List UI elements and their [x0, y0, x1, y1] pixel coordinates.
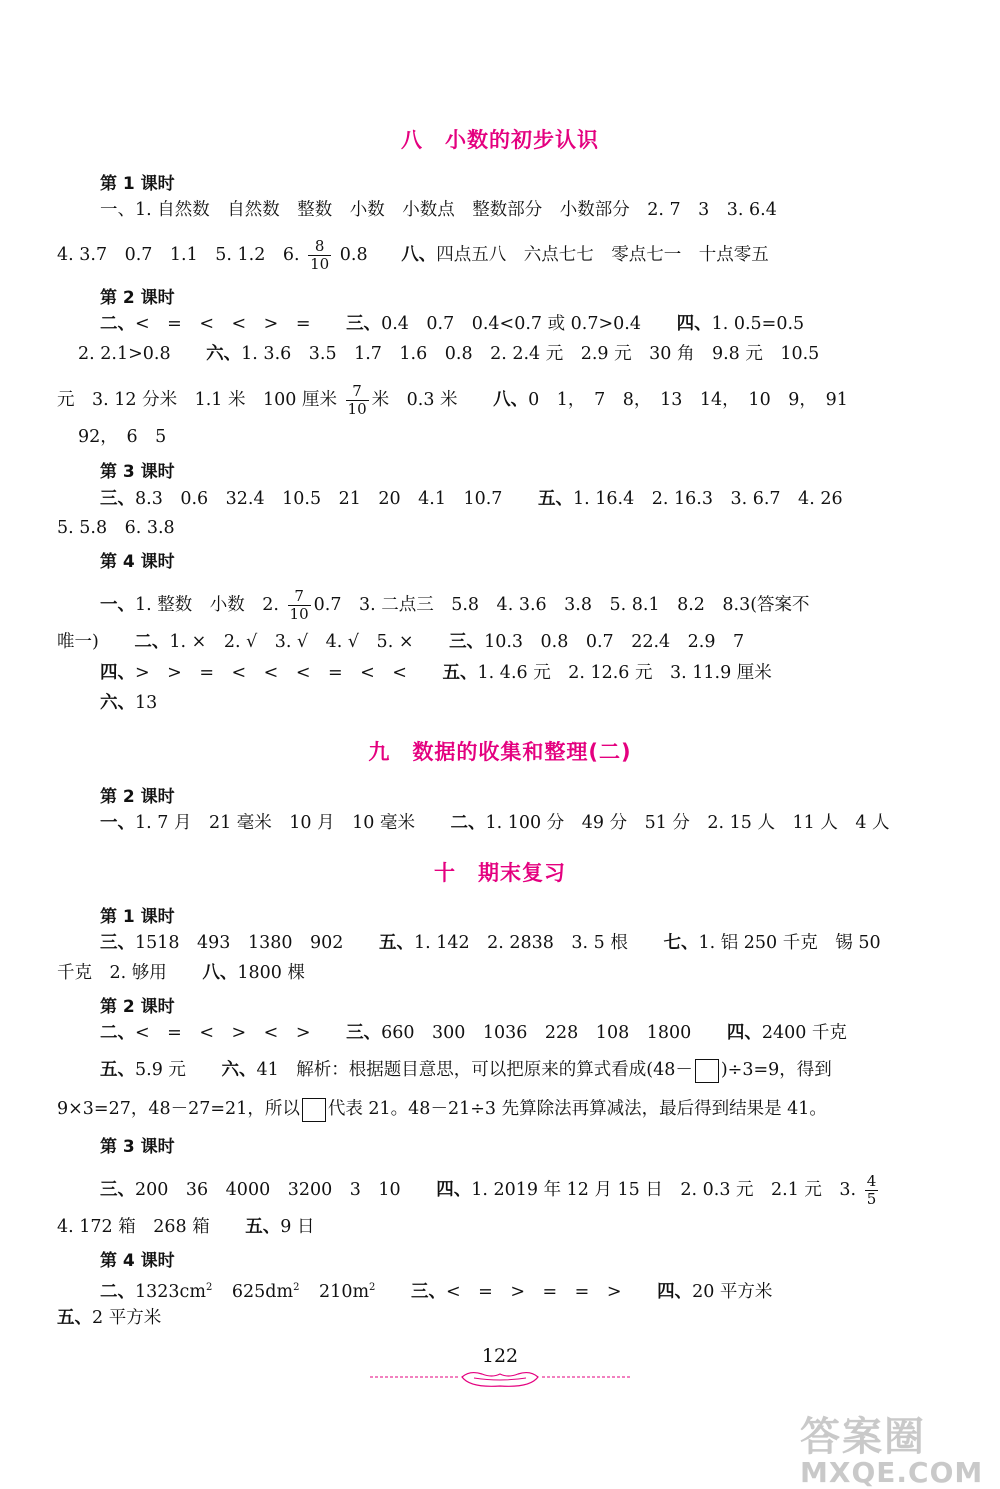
- answer-text: 四点五八 六点七七 零点七一 十点零五: [436, 245, 769, 265]
- question-number: 二、: [134, 632, 170, 652]
- question-number: 三、: [100, 933, 135, 953]
- question-number: 三、: [411, 1281, 446, 1302]
- question-number: 三、: [346, 314, 382, 334]
- answer-text: 元 3. 12 分米 1.1 米 100 厘米: [57, 390, 337, 410]
- answer-text: 0 1， 7 8， 13 14， 10 9， 91: [528, 390, 848, 410]
- answer-text: 200 36 4000 3200 3 10: [135, 1180, 401, 1200]
- answer-text: 0.8: [339, 245, 368, 265]
- answer-line: [57, 1306, 957, 1330]
- question-number: 五、: [245, 1217, 281, 1237]
- answer-text: 1. 2019 年 12 月 15 日 2. 0.3 元 2.1 元 3.: [471, 1180, 857, 1200]
- answer-text: 0.4 0.7 0.4<0.7 或 0.7>0.4: [381, 314, 641, 334]
- answer-text: 41 解析：根据题目意思，可以把原来的算式看成(48－: [256, 1060, 693, 1080]
- question-number: 五、: [378, 933, 414, 953]
- answer-text: 8.3 0.6 32.4 10.5 21 20 4.1 10.7: [135, 489, 503, 509]
- question-number: 四、: [100, 663, 135, 683]
- answer-text: > > = < < < = < <: [135, 663, 407, 683]
- lesson-label: 第 3 课时: [100, 462, 175, 482]
- question-number: 四、: [657, 1281, 693, 1302]
- footer-ornament: [370, 1368, 630, 1392]
- question-number: 三、: [100, 1180, 135, 1200]
- question-number: 一、: [100, 813, 135, 833]
- answer-text: 5.9 元: [135, 1060, 186, 1080]
- answer-line: [100, 1276, 1000, 1304]
- question-number: 六、: [206, 344, 242, 364]
- answer-line: [100, 588, 1000, 623]
- question-number: 三、: [449, 632, 485, 652]
- answer-line: 5. 5.8 6. 3.8: [57, 518, 175, 538]
- question-number: 四、: [726, 1023, 762, 1043]
- lesson-label: 第 1 课时: [100, 907, 175, 927]
- answer-text: 0.7 3. 二点三 5.8 4. 3.6 3.8 5. 8.1 8.2 8.3(答案不: [313, 595, 810, 615]
- answer-line: [100, 312, 1000, 336]
- question-number: 五、: [538, 489, 574, 509]
- lesson-label: 第 2 课时: [100, 997, 175, 1017]
- answer-text: 1. 铝 250 千克 锡 50: [698, 933, 881, 953]
- answer-text: 2. 2.1>0.8: [78, 344, 171, 364]
- answer-text: < = < > < >: [135, 1023, 311, 1043]
- lesson-label: 第 4 课时: [100, 552, 175, 572]
- question-number: 五、: [100, 1060, 135, 1080]
- question-number: 三、: [346, 1023, 382, 1043]
- answer-text: 1. 142 2. 2838 3. 5 根: [413, 933, 628, 953]
- section-title-8: 八 小数的初步认识: [401, 128, 599, 152]
- answer-text: 1323cm: [135, 1281, 206, 1302]
- answer-text: 9×3=27，48－27=21，所以: [57, 1099, 300, 1119]
- question-number: 二、: [100, 314, 135, 334]
- answer-text: 唯一): [57, 632, 99, 652]
- answer-line: [57, 630, 957, 654]
- answer-text: 1. 100 分 49 分 51 分 2. 15 人 11 人 4 人: [485, 813, 890, 833]
- answer-line: [100, 811, 1000, 835]
- answer-text: 10.3 0.8 0.7 22.4 2.9 7: [484, 632, 745, 652]
- answer-line: [57, 383, 957, 418]
- watermark-line2: MXQE.COM: [800, 1456, 984, 1489]
- question-number: 五、: [57, 1308, 92, 1328]
- answer-text: 1. × 2. √ 3. √ 4. √ 5. ×: [169, 632, 414, 652]
- answer-line: [100, 1021, 1000, 1045]
- superscript: 2: [205, 1282, 213, 1293]
- question-number: 三、: [100, 489, 135, 509]
- answer-text: 2 平方米: [92, 1308, 162, 1328]
- lesson-label: 第 1 课时: [100, 174, 175, 194]
- section-title-9: 九 数据的收集和整理(二): [368, 740, 632, 764]
- lesson-label: 第 2 课时: [100, 787, 175, 807]
- fraction-denominator: 5: [866, 1190, 877, 1208]
- answer-text: 660 300 1036 228 108 1800: [381, 1023, 692, 1043]
- answer-text: 千克 2. 够用: [57, 963, 167, 983]
- watermark-line1: 答案圈: [800, 1414, 926, 1460]
- answer-text: 代表 21。48－21÷3 先算除法再算减法，最后得到结果是 41。: [327, 1099, 827, 1119]
- answer-text: 1. 4.6 元 2. 12.6 元 3. 11.9 厘米: [477, 663, 772, 683]
- question-number: 五、: [442, 663, 478, 683]
- question-number: 八、: [202, 963, 238, 983]
- answer-text: < = > = = >: [446, 1281, 622, 1302]
- page-number: 122: [481, 1345, 519, 1367]
- answer-line: [78, 342, 978, 366]
- answer-line: [100, 1173, 1000, 1208]
- superscript: 2: [293, 1282, 300, 1293]
- answer-line: [57, 1215, 957, 1239]
- answer-text: 1518 493 1380 902: [135, 933, 344, 953]
- fraction-numerator: 7: [288, 588, 311, 606]
- question-number: 四、: [436, 1180, 472, 1200]
- answer-text: 4. 3.7 0.7 1.1 5. 1.2 6.: [57, 245, 300, 265]
- answer-text: 20 平方米: [692, 1281, 773, 1302]
- question-number: 八、: [401, 245, 437, 265]
- answer-text: < = < < > =: [135, 314, 311, 334]
- lesson-label: 第 4 课时: [100, 1251, 175, 1271]
- watermark-logo: [800, 1405, 983, 1489]
- answer-line: [100, 487, 1000, 511]
- lesson-label: 第 2 课时: [100, 288, 175, 308]
- fraction: [308, 238, 331, 273]
- answer-text: 1. 3.6 3.5 1.7 1.6 0.8 2. 2.4 元 2.9 元 30 角 9.8 元 10.5: [241, 344, 820, 364]
- answer-line: [57, 1097, 957, 1122]
- answer-line: 一、1. 自然数 自然数 整数 小数 小数点 整数部分 小数部分 2. 7 3 3. 6.4: [100, 200, 777, 220]
- fraction-denominator: 10: [310, 255, 330, 273]
- question-number: 四、: [676, 314, 712, 334]
- question-number: 二、: [100, 1023, 135, 1043]
- answer-text: 1. 16.4 2. 16.3 3. 6.7 4. 26: [573, 489, 843, 509]
- question-number: 二、: [450, 813, 486, 833]
- answer-line: [100, 1058, 1000, 1083]
- answer-line: [57, 238, 957, 273]
- superscript: 2: [369, 1282, 376, 1293]
- blank-box: [695, 1059, 719, 1083]
- question-number: 二、: [100, 1281, 135, 1302]
- answer-line: 92， 6 5: [78, 427, 167, 447]
- answer-text: 13: [135, 693, 158, 713]
- fraction-denominator: 10: [347, 400, 367, 418]
- answer-text: 米 0.3 米: [371, 390, 458, 410]
- section-title-10: 十 期末复习: [434, 861, 566, 885]
- answer-line: [100, 931, 1000, 955]
- question-number: 一、: [100, 595, 135, 615]
- fraction-numerator: 4: [866, 1172, 877, 1190]
- answer-text: 1. 7 月 21 毫米 10 月 10 毫米: [135, 813, 415, 833]
- answer-line: [57, 961, 957, 985]
- answer-line: [100, 691, 1000, 715]
- answer-text: 1. 整数 小数 2.: [135, 595, 279, 615]
- answer-text: 1800 棵: [237, 963, 305, 983]
- answer-text: 2400 千克: [761, 1023, 847, 1043]
- answer-text: )÷3=9，得到: [720, 1060, 832, 1080]
- answer-line: [100, 661, 1000, 685]
- fraction: [346, 383, 369, 418]
- question-number: 八、: [493, 390, 529, 410]
- fraction: [865, 1173, 879, 1208]
- lesson-label: 第 3 课时: [100, 1137, 175, 1157]
- fraction-denominator: 10: [289, 605, 309, 623]
- question-number: 七、: [663, 933, 699, 953]
- answer-text: 9 日: [280, 1217, 315, 1237]
- blank-box: [302, 1098, 326, 1122]
- question-number: 六、: [221, 1060, 257, 1080]
- fraction-numerator: 7: [346, 383, 369, 401]
- fraction-numerator: 8: [308, 238, 331, 256]
- question-number: 六、: [100, 693, 135, 713]
- fraction: [288, 588, 311, 623]
- answer-text: 4. 172 箱 268 箱: [57, 1217, 210, 1237]
- answer-text: 1. 0.5=0.5: [711, 314, 805, 334]
- answer-text: 625dm: [231, 1281, 294, 1302]
- answer-text: 210m: [319, 1281, 370, 1302]
